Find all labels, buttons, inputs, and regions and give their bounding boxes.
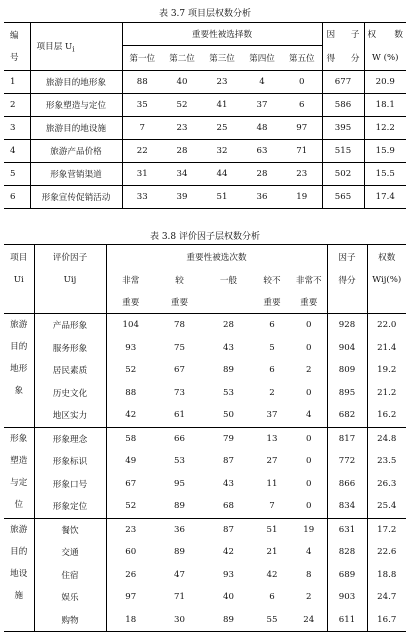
factor-score: 772 — [327, 450, 367, 473]
row-rank-4: 28 — [242, 163, 282, 186]
row-score: 515 — [322, 140, 364, 163]
row-name: 形象宣传促销活动 — [30, 186, 122, 209]
factor-rank-2: 30 — [174, 614, 185, 625]
factor-rank-1: 23 — [106, 518, 155, 541]
group-label — [4, 314, 34, 428]
group-label-line: 地形 — [10, 364, 28, 374]
row-weight: 18.1 — [364, 94, 406, 117]
row-rank-5: 0 — [282, 71, 322, 94]
factor-rank-1: 18 — [125, 614, 137, 625]
factor-rank-2: 89 — [174, 547, 185, 558]
factor-rank-2: 66 — [155, 427, 204, 450]
factor-rank-5: 2 — [291, 359, 327, 382]
factor-rank-4: 6 — [253, 314, 291, 337]
factor-rank-3: 79 — [204, 427, 253, 450]
t2-header-factor: 评价因子 — [34, 245, 106, 270]
row-rank-5: 6 — [282, 94, 322, 117]
factor-rank-5: 0 — [291, 314, 327, 337]
table-row — [4, 186, 406, 209]
factor-score: 809 — [327, 359, 367, 382]
factor-rank-5: 0 — [291, 473, 327, 496]
factor-layer-weight-table — [4, 244, 406, 632]
factor-rank-1: 58 — [106, 427, 155, 450]
row-name: 形象营销渠道 — [30, 163, 122, 186]
row-weight: 12.2 — [364, 117, 406, 140]
row-rank-2: 23 — [162, 117, 202, 140]
factor-name: 服务形象 — [34, 337, 106, 360]
t2-header-item: 项目 — [4, 245, 34, 270]
factor-weight: 22.0 — [367, 314, 406, 337]
header-factor-bottom: 得 分 — [322, 46, 364, 71]
factor-rank-5: 0 — [291, 495, 327, 518]
factor-rank-3: 42 — [223, 547, 234, 558]
project-layer-weight-table — [4, 22, 406, 209]
t2-header-weight-bottom: Wij(%) — [372, 275, 402, 285]
table-row — [4, 314, 406, 337]
row-rank-3: 51 — [202, 186, 242, 209]
t2-header-factor-blank — [34, 291, 106, 314]
row-rank-3: 25 — [202, 117, 242, 140]
factor-score: 817 — [327, 427, 367, 450]
table-3-8-caption: 表 3.8 评价因子层权数分析 — [149, 232, 261, 242]
t2-header-rank-bottom-2: 重要 — [170, 298, 189, 308]
factor-rank-2: 53 — [174, 456, 185, 467]
table-3-7-caption: 表 3.7 项目层权数分析 — [158, 9, 252, 19]
row-rank-2: 52 — [162, 94, 202, 117]
factor-rank-1: 88 — [125, 387, 137, 398]
t2-header-rank-top-1: 非常 — [122, 276, 140, 286]
row-no: 1 — [4, 71, 30, 94]
factor-score: 834 — [327, 495, 367, 518]
row-score: 395 — [322, 117, 364, 140]
factor-rank-5: 0 — [291, 337, 327, 360]
row-rank-2: 34 — [162, 163, 202, 186]
factor-rank-2: 89 — [174, 501, 185, 512]
t2-header-rank-bottom-5: 重要 — [291, 291, 327, 314]
factor-weight: 17.2 — [367, 518, 406, 541]
row-weight: 15.9 — [364, 140, 406, 163]
group-label-line: 与定 — [10, 477, 28, 488]
row-weight: 20.9 — [364, 71, 406, 94]
factor-weight: 24.7 — [377, 592, 397, 603]
t2-header-item-blank — [4, 291, 34, 314]
t2-header-rank-top-5: 非常不 — [291, 269, 327, 291]
factor-weight: 21.4 — [377, 342, 397, 353]
factor-rank-3: 93 — [223, 569, 234, 580]
factor-weight: 16.2 — [377, 410, 397, 421]
row-name: 旅游目的地设施 — [30, 117, 122, 140]
row-rank-5: 71 — [282, 140, 322, 163]
factor-rank-1: 52 — [125, 501, 137, 512]
header-factor-top: 因 子 — [322, 23, 364, 46]
factor-weight: 23.5 — [377, 456, 397, 467]
row-score: 586 — [322, 94, 364, 117]
factor-rank-4: 42 — [266, 569, 278, 580]
factor-rank-4: 5 — [269, 342, 275, 353]
factor-rank-3: 53 — [223, 387, 234, 398]
factor-name: 住宿 — [34, 564, 106, 587]
factor-rank-3: 89 — [223, 365, 234, 376]
row-rank-2: 28 — [162, 140, 202, 163]
row-no: 5 — [4, 163, 30, 186]
t2-header-factor-code: Uij — [34, 269, 106, 291]
factor-rank-4: 2 — [269, 387, 275, 398]
row-rank-1: 88 — [122, 71, 162, 94]
row-rank-1: 35 — [122, 94, 162, 117]
group-label-line: 旅游 — [10, 320, 28, 330]
row-name: 旅游产品价格 — [30, 140, 122, 163]
factor-rank-3: 68 — [223, 501, 234, 512]
factor-score: 611 — [327, 609, 367, 632]
factor-score: 903 — [327, 586, 367, 609]
row-name: 形象塑造与定位 — [30, 94, 122, 117]
factor-score: 828 — [327, 541, 367, 564]
row-no: 4 — [4, 140, 30, 163]
row-rank-5: 19 — [282, 186, 322, 209]
table-row — [4, 359, 406, 382]
row-rank-3: 44 — [202, 163, 242, 186]
factor-rank-2: 75 — [174, 342, 185, 353]
row-rank-5: 97 — [282, 117, 322, 140]
factor-rank-2: 67 — [174, 365, 185, 376]
factor-name: 居民素质 — [34, 359, 106, 382]
factor-rank-1: 104 — [106, 314, 155, 337]
row-rank-4: 63 — [242, 140, 282, 163]
factor-rank-1: 60 — [125, 547, 137, 558]
factor-name: 娱乐 — [34, 586, 106, 609]
row-rank-3: 32 — [202, 140, 242, 163]
table-row — [4, 495, 406, 518]
factor-rank-1: 26 — [125, 569, 137, 580]
t2-header-score-top: 因子 — [327, 245, 367, 270]
group-label-line: 目的 — [10, 546, 28, 557]
row-rank-4: 37 — [242, 94, 282, 117]
factor-rank-4: 7 — [269, 501, 275, 512]
factor-rank-1: 49 — [125, 456, 137, 467]
group-label-line: 目的 — [10, 342, 28, 352]
factor-rank-4: 11 — [266, 478, 278, 489]
factor-weight: 26.3 — [377, 478, 397, 489]
factor-rank-3: 87 — [223, 456, 234, 467]
factor-name: 形象口号 — [34, 473, 106, 496]
t2-header-rank-top-2: 较 — [175, 276, 184, 286]
group-label — [4, 518, 34, 632]
table-row — [4, 427, 406, 450]
factor-weight: 18.8 — [377, 569, 397, 580]
row-no: 3 — [4, 117, 30, 140]
factor-rank-4: 6 — [269, 365, 275, 376]
row-score: 565 — [322, 186, 364, 209]
header-rank-3: 第三位 — [209, 54, 235, 64]
row-rank-3: 41 — [202, 94, 242, 117]
table-row — [4, 163, 406, 186]
t2-header-score-bottom: 得分 — [327, 269, 367, 291]
factor-name: 地区实力 — [34, 404, 106, 427]
table-row — [4, 71, 406, 94]
factor-name: 历史文化 — [34, 382, 106, 405]
factor-rank-3: 50 — [223, 410, 234, 421]
t2-header-weight-top: 权数 — [378, 253, 396, 263]
row-no: 6 — [4, 186, 30, 209]
table-row — [4, 404, 406, 427]
factor-name: 交通 — [34, 541, 106, 564]
factor-weight: 16.7 — [377, 614, 397, 625]
factor-score: 895 — [327, 382, 367, 405]
factor-score: 928 — [327, 314, 367, 337]
factor-rank-5: 0 — [291, 382, 327, 405]
factor-score: 904 — [327, 337, 367, 360]
t2-header-rank-group: 重要性被选次数 — [106, 245, 327, 270]
group-label-line: 地设 — [10, 568, 28, 579]
row-rank-2: 39 — [162, 186, 202, 209]
row-rank-4: 48 — [242, 117, 282, 140]
factor-rank-3: 28 — [204, 314, 253, 337]
table-row — [4, 450, 406, 473]
header-rank-2: 第二位 — [169, 54, 195, 64]
factor-rank-4: 37 — [266, 410, 278, 421]
factor-rank-2: 47 — [174, 569, 185, 580]
t2-header-weight-blank — [367, 291, 406, 314]
table-row — [4, 609, 406, 632]
row-rank-1: 7 — [122, 117, 162, 140]
row-rank-4: 4 — [242, 71, 282, 94]
factor-name: 餐饮 — [34, 518, 106, 541]
factor-rank-1: 93 — [125, 342, 137, 353]
t2-header-score-blank — [327, 291, 367, 314]
factor-weight: 22.6 — [377, 547, 397, 558]
header-weight-top: 权 数 — [364, 23, 406, 46]
factor-rank-5: 2 — [291, 586, 327, 609]
header-rank-1: 第一位 — [122, 46, 162, 71]
row-weight: 15.5 — [364, 163, 406, 186]
factor-rank-5: 0 — [291, 450, 327, 473]
t2-header-item-code: Ui — [4, 269, 34, 291]
t2-header-rank-top-3: 一般 — [219, 276, 238, 286]
header-rank-group: 重要性被选择数 — [122, 23, 322, 46]
factor-rank-4: 21 — [266, 547, 278, 558]
factor-rank-1: 52 — [125, 365, 137, 376]
factor-rank-5: 0 — [291, 427, 327, 450]
header-item: 项目层 $U_i$ — [30, 23, 122, 71]
row-rank-2: 40 — [162, 71, 202, 94]
factor-rank-4: 55 — [266, 614, 278, 625]
group-label-line: 位 — [14, 499, 24, 510]
factor-rank-2: 73 — [174, 387, 185, 398]
table-row — [4, 94, 406, 117]
factor-rank-4: 51 — [253, 518, 291, 541]
group-label — [4, 427, 34, 518]
factor-rank-4: 27 — [266, 456, 278, 467]
factor-name: 购物 — [34, 609, 106, 632]
row-rank-3: 23 — [202, 71, 242, 94]
row-rank-1: 31 — [122, 163, 162, 186]
factor-score: 631 — [327, 518, 367, 541]
factor-rank-3: 89 — [223, 614, 234, 625]
factor-rank-3: 40 — [223, 592, 234, 603]
row-rank-1: 33 — [122, 186, 162, 209]
row-name: 旅游目的地形象 — [30, 71, 122, 94]
factor-weight: 19.2 — [377, 365, 397, 376]
factor-rank-2: 78 — [155, 314, 204, 337]
factor-rank-5: 4 — [291, 404, 327, 427]
t2-header-rank-top-4: 较不 — [263, 276, 281, 286]
factor-rank-2: 61 — [174, 410, 185, 421]
table-row — [4, 140, 406, 163]
t2-header-rank-bottom-4: 重要 — [263, 298, 281, 308]
factor-rank-5: 4 — [291, 541, 327, 564]
factor-rank-2: 71 — [174, 592, 185, 603]
factor-rank-5: 19 — [291, 518, 327, 541]
table-row — [4, 518, 406, 541]
factor-weight: 24.8 — [367, 427, 406, 450]
group-label-line: 塑造 — [10, 455, 28, 466]
factor-rank-1: 97 — [125, 592, 137, 603]
row-rank-1: 22 — [122, 140, 162, 163]
table-row — [4, 382, 406, 405]
factor-rank-1: 67 — [125, 478, 137, 489]
factor-name: 产品形象 — [34, 314, 106, 337]
factor-rank-1: 42 — [125, 410, 137, 421]
factor-name: 形象理念 — [34, 427, 106, 450]
table-row — [4, 117, 406, 140]
factor-name: 形象定位 — [34, 495, 106, 518]
group-label-line: 施 — [14, 590, 24, 601]
row-rank-4: 36 — [242, 186, 282, 209]
factor-weight: 25.4 — [377, 501, 397, 512]
t2-header-rank-bottom-1: 重要 — [122, 298, 140, 308]
row-rank-5: 23 — [282, 163, 322, 186]
factor-rank-3: 87 — [204, 518, 253, 541]
factor-rank-3: 43 — [223, 342, 234, 353]
row-score: 677 — [322, 71, 364, 94]
factor-name: 形象标识 — [34, 450, 106, 473]
group-label-line: 象 — [14, 386, 24, 396]
group-label-line: 形象 — [10, 433, 28, 444]
table-row — [4, 586, 406, 609]
factor-weight: 21.2 — [377, 387, 397, 398]
header-rank-4: 第四位 — [249, 54, 275, 64]
factor-rank-3: 43 — [223, 478, 234, 489]
row-score: 502 — [322, 163, 364, 186]
table-row — [4, 541, 406, 564]
factor-rank-4: 6 — [269, 592, 275, 603]
factor-rank-5: 24 — [291, 609, 327, 632]
table-row — [4, 564, 406, 587]
group-label-line: 旅游 — [10, 524, 28, 535]
factor-rank-5: 8 — [291, 564, 327, 587]
table-row — [4, 473, 406, 496]
factor-rank-2: 36 — [155, 518, 204, 541]
row-weight: 17.4 — [364, 186, 406, 209]
factor-rank-4: 13 — [253, 427, 291, 450]
header-weight-bottom: W (%) — [364, 46, 406, 71]
factor-score: 866 — [327, 473, 367, 496]
factor-rank-2: 95 — [174, 478, 185, 489]
table-row — [4, 337, 406, 360]
header-rank-5: 第五位 — [288, 54, 315, 64]
factor-score: 682 — [327, 404, 367, 427]
row-no: 2 — [4, 94, 30, 117]
header-no: 编 号 — [10, 30, 19, 63]
t2-header-rank-bottom-3 — [204, 291, 253, 314]
factor-score: 689 — [327, 564, 367, 587]
